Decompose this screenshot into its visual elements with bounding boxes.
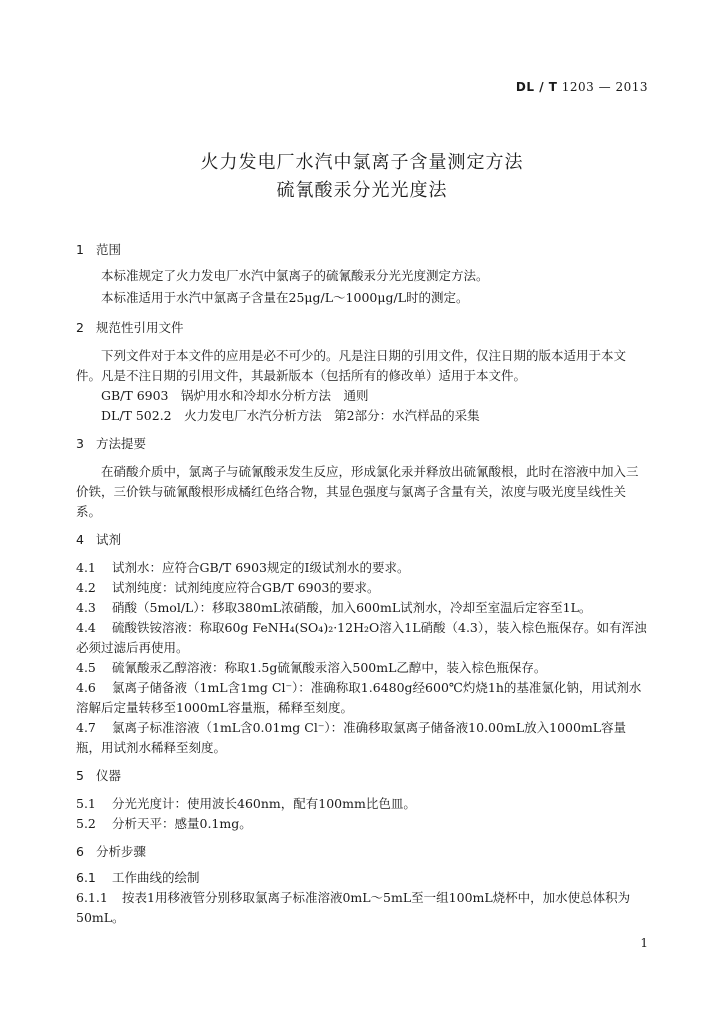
section-2-heading — [76, 318, 184, 336]
item-number: 4.7 — [76, 720, 96, 735]
item-text: 硝酸（5mol/L）：移取380mL浓硝酸，加入600mL试剂水，冷却至室温后定容至1L。 — [112, 600, 592, 615]
item-text: 氯离子储备液（1mL含1mg Cl⁻）：准确称取1.6480g经600℃灼烧1h的基准氯化钠，用试剂水溶解后定量转移至1000mL容量瓶，稀释至刻度。 — [76, 680, 642, 715]
section-number: 2 — [76, 320, 84, 335]
item-text: 硫酸铁铵溶液：称取60g FeNH₄(SO₄)₂·12H₂O溶入1L硝酸（4.3），装入棕色瓶保存。如有浑浊必须过滤后再使用。 — [76, 620, 647, 655]
s2-paragraph-1: 下列文件对于本文件的应用是必不可少的。凡是注日期的引用文件，仅注日期的版本适用于本文件。凡是不注日期的引用文件，其最新版本（包括所有的修改单）适用于本文件。 — [76, 348, 627, 383]
list-item — [76, 718, 650, 758]
item-text: 按表1用移液管分别移取氯离子标准溶液0mL～5mL至一组100mL烧杯中，加水使总体积为50mL。 — [76, 890, 631, 925]
document-header — [516, 80, 648, 94]
list-item — [76, 888, 650, 928]
standard-code: DL / T — [515, 80, 558, 94]
standard-number: 1203 — 2013 — [561, 80, 648, 94]
list-item — [76, 578, 650, 598]
item-number: 4.2 — [76, 580, 96, 595]
subsection-title: 工作曲线的绘制 — [112, 870, 200, 885]
item-number: 4.6 — [76, 680, 96, 695]
section-title: 试剂 — [96, 532, 122, 547]
s1-paragraph-1: 本标准规定了火力发电厂水汽中氯离子的硫氰酸汞分光光度测定方法。 — [101, 268, 489, 283]
subsection-number: 6.1 — [76, 870, 96, 885]
section-title: 规范性引用文件 — [96, 320, 184, 335]
item-text: 硫氰酸汞乙醇溶液：称取1.5g硫氰酸汞溶入500mL乙醇中，装入棕色瓶保存。 — [112, 660, 547, 675]
list-item — [76, 678, 650, 718]
item-text: 试剂纯度：试剂纯度应符合GB/T 6903的要求。 — [112, 580, 380, 595]
s2-reference-1: GB/T 6903 锅炉用水和冷却水分析方法 通则 — [101, 388, 369, 403]
item-text: 试剂水：应符合GB/T 6903规定的Ⅰ级试剂水的要求。 — [112, 560, 410, 575]
s3-paragraph-1: 在硝酸介质中，氯离子与硫氰酸汞发生反应，形成氯化汞并释放出硫氰酸根，此时在溶液中加入三价铁，三价铁与硫氰酸根形成橘红色络合物，其显色强度与氯离子含量有关，浓度与吸光度呈线性关系。 — [76, 464, 639, 519]
list-item — [76, 558, 650, 578]
item-text: 分析天平：感量0.1mg。 — [112, 816, 252, 831]
section-6-heading — [76, 842, 146, 860]
item-number: 6.1.1 — [76, 890, 108, 905]
title-line-1: 火力发电厂水汽中氯离子含量测定方法 — [200, 152, 524, 173]
list-item — [76, 658, 650, 678]
item-text: 分光光度计：使用波长460nm，配有100mm比色皿。 — [112, 796, 416, 811]
list-item — [76, 794, 650, 814]
item-number: 5.2 — [76, 816, 96, 831]
section-title: 范围 — [96, 242, 122, 257]
section-title: 方法提要 — [96, 436, 147, 451]
item-number: 4.5 — [76, 660, 96, 675]
item-number: 4.3 — [76, 600, 96, 615]
section-4-heading — [76, 530, 121, 548]
s2-reference-2: DL/T 502.2 火力发电厂水汽分析方法 第2部分：水汽样品的采集 — [101, 408, 480, 423]
subsection-6-1-heading — [76, 868, 200, 886]
section-number: 4 — [76, 532, 84, 547]
list-item — [76, 618, 650, 658]
list-item — [76, 814, 650, 834]
item-number: 4.4 — [76, 620, 96, 635]
title-line-2: 硫氰酸汞分光光度法 — [276, 180, 448, 201]
section-number: 1 — [76, 242, 84, 257]
item-number: 5.1 — [76, 796, 96, 811]
item-number: 4.1 — [76, 560, 96, 575]
item-text: 氯离子标准溶液（1mL含0.01mg Cl⁻）：准确移取氯离子储备液10.00mL放入1000mL容量瓶，用试剂水稀释至刻度。 — [76, 720, 627, 755]
s1-paragraph-2: 本标准适用于水汽中氯离子含量在25μg/L～1000μg/L时的测定。 — [101, 290, 469, 305]
section-number: 3 — [76, 436, 84, 451]
page-number: 1 — [640, 936, 648, 950]
section-5-heading — [76, 766, 121, 784]
section-title: 分析步骤 — [96, 844, 147, 859]
section-title: 仪器 — [96, 768, 122, 783]
section-1-heading — [76, 240, 121, 258]
section-3-heading — [76, 434, 146, 452]
list-item — [76, 598, 650, 618]
section-number: 5 — [76, 768, 84, 783]
section-number: 6 — [76, 844, 84, 859]
